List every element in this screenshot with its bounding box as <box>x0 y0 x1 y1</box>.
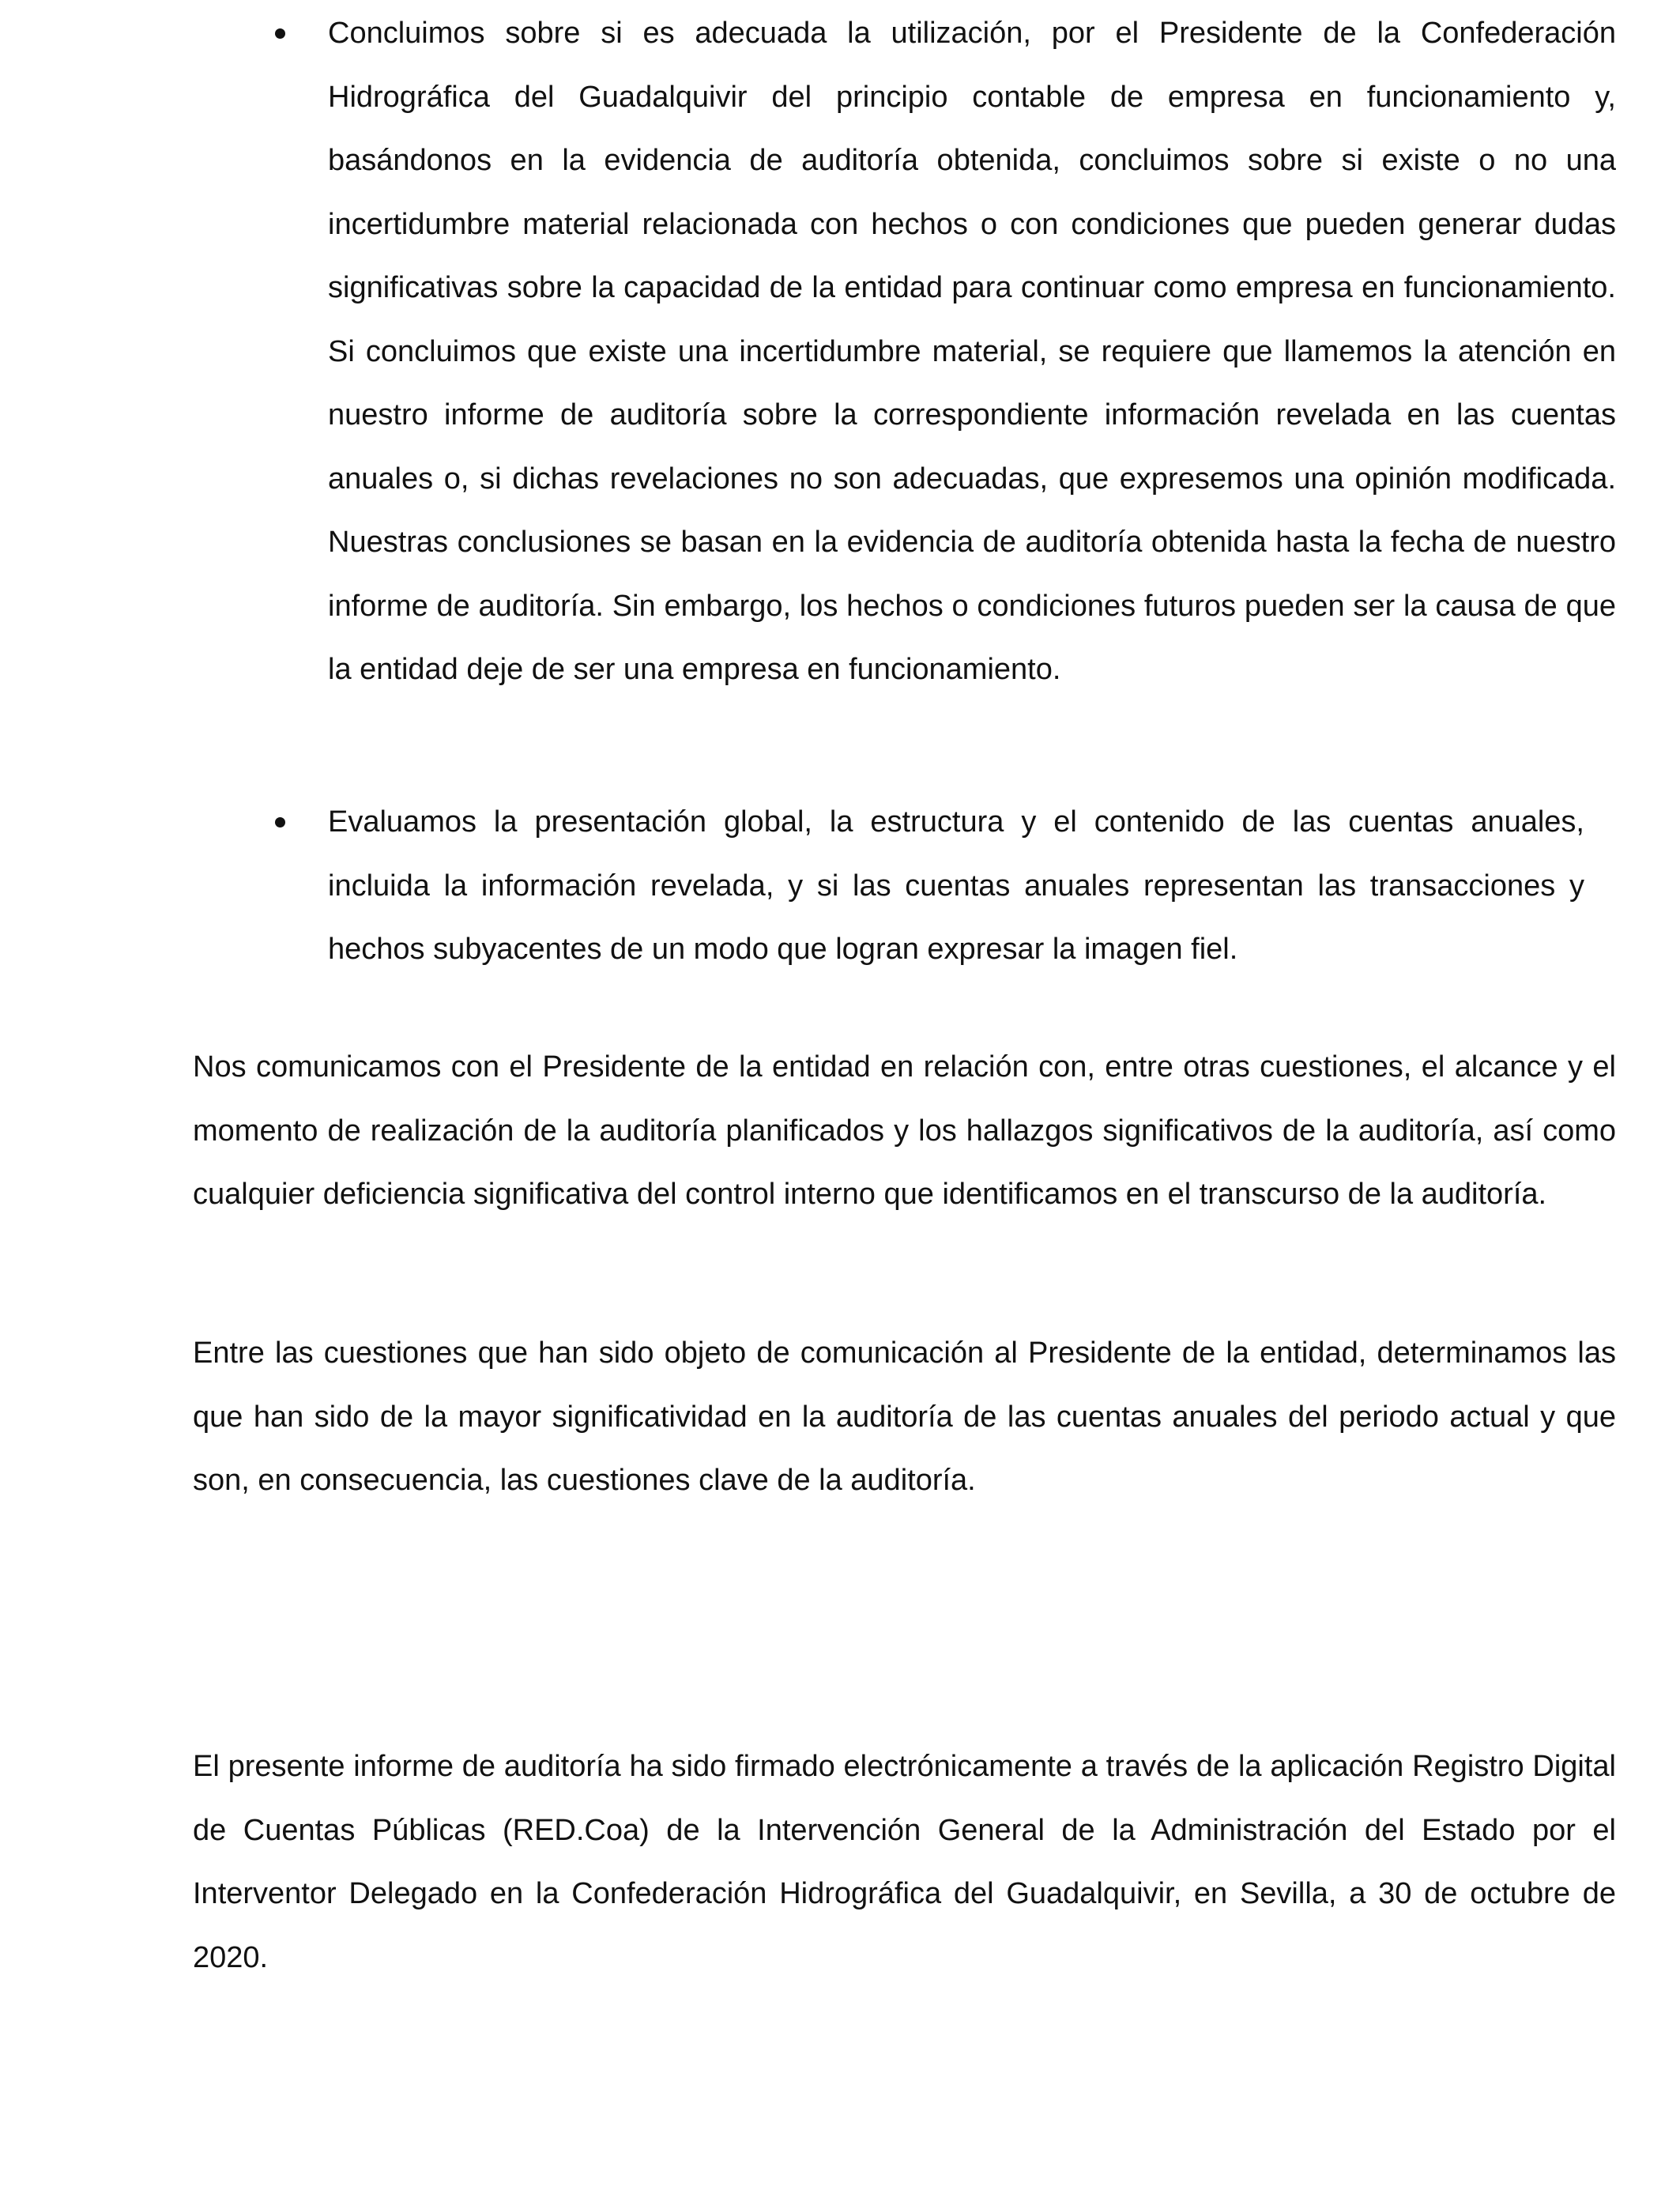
paragraph-electronic-signature: El presente informe de auditoría ha sido firmado electrónicamente a través de la aplicación Registro Digital de Cuentas Públicas (RED.Coa) de la Intervención General de la Administración del Estado por el Interventor Delegado en la Confederación Hidrográfica del Guadalquivir, en Sevilla, a 30 de octubre de 2020. <box>193 1750 1616 1974</box>
bullet-dot <box>275 28 285 39</box>
bullet-item-going-concern: Concluimos sobre si es adecuada la utilización, por el Presidente de la Confederación Hidrográfica del Guadalquivir del principio contable de empresa en funcionamiento y, basándonos en la evidencia de auditoría obtenida, concluimos sobre si existe o no una incertidumbre material relacionada con hechos o con condiciones que pueden generar dudas significativas sobre la capacidad de la entidad para continuar como empresa en funcionamiento. Si concluimos que existe una incertidumbre material, se requiere que llamemos la atención en nuestro informe de auditoría sobre la correspondiente información revelada en las cuentas anuales o, si dichas revelaciones no son adecuadas, que expresemos una opinión modificada. Nuestras conclusiones se basan en la evidencia de auditoría obtenida hasta la fecha de nuestro informe de auditoría. Sin embargo, los hechos o condiciones futuros pueden ser la causa de que la entidad deje de ser una empresa en funcionamiento. <box>328 17 1616 686</box>
bullet-item-global-presentation: Evaluamos la presentación global, la estructura y el contenido de las cuentas anuales, incluida la información revelada, y si las cuentas anuales representan las transacciones y hechos subyacentes de un modo que logran expresar la imagen fiel. <box>328 805 1584 966</box>
paragraph-communication: Nos comunicamos con el Presidente de la entidad en relación con, entre otras cuestiones, el alcance y el momento de realización de la auditoría planificados y los hallazgos significativos de la auditoría, así como cualquier deficiencia significativa del control interno que identificamos en el transcurso de la auditoría. <box>193 1050 1616 1211</box>
paragraph-key-audit-matters: Entre las cuestiones que han sido objeto de comunicación al Presidente de la entidad, determinamos las que han sido de la mayor significatividad en la auditoría de las cuentas anuales del periodo actual y que son, en consecuencia, las cuestiones clave de la auditoría. <box>193 1336 1616 1497</box>
bullet-dot <box>275 817 285 827</box>
